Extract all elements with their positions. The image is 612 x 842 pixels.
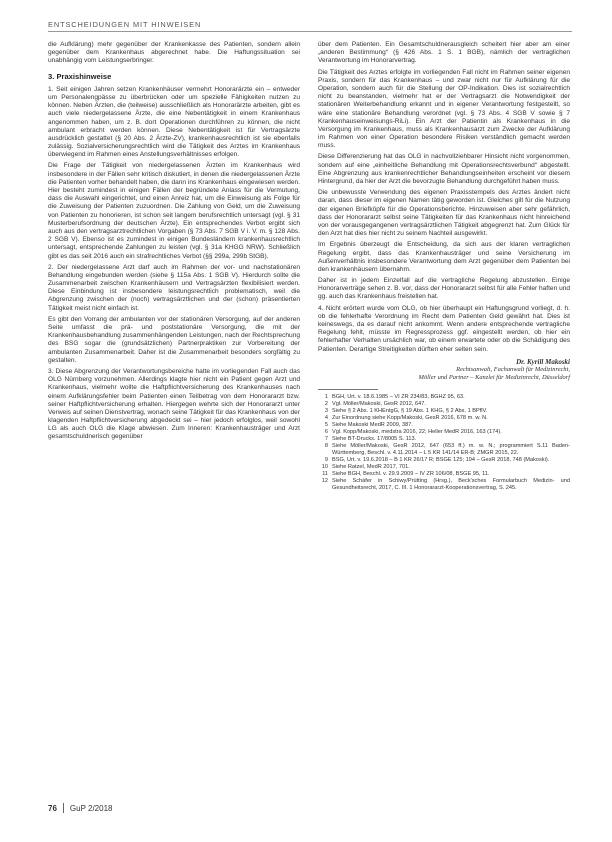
footnote	[318, 471, 570, 478]
footnote	[318, 443, 570, 457]
footnotes	[318, 394, 570, 492]
footnote-number: 11	[322, 470, 328, 477]
paragraph: Diese Differenzierung hat das OLG in nachvollziehbarer Hinsicht nicht vorgenommen, sondern auf eine „einheitliche Behandlung mit Operationsrechtsverbund“ abgestellt. Eine Abgrenzung aus krankenrechtlicher Behandlungseinheiten erscheint vor diesem Hintergrund, da hier der Arzt die bevorzugte Behandlung durchgeführt haben muss.	[318, 153, 570, 185]
footnote-text: Vgl. Kopp/Makoski, medstra 2016, 22; Heller MedR 2016, 163 (174).	[332, 428, 502, 435]
footnote-number: 8	[324, 442, 328, 449]
footnote-text: Siehe Ratzel, MedR 2017, 701.	[332, 463, 410, 470]
footnote	[318, 436, 570, 443]
footnote	[318, 394, 570, 401]
paragraph: Die Frage der Tätigkeit von niedergelassenen Ärzten im Krankenhaus wird insbesondere in der Fällen sehr kritisch diskutiert, in denen die niedergelassenen Ärzte die Patienten vorher behandelt haben, die dann ins Krankenhaus eingewiesen werden. Hier besteht zumindest in einigen Fällen der begründete Anlass für die Vermutung, dass die Auswahl eingerichtet, und einen Anreiz hat, um die Einweisung als Folge für die Zuweisung der Patienten zuzuordnen. Die Zahlung von Geld, um die Zuweisung von Patienten zu honorieren, ist schon seit langem berufsrechtlich untersagt (vgl. § 31 Musterberufsordnung der deutschen Ärzte). Ein entsprechendes Verbot ergibt sich auch aus den vertragsarztrechtlichen Vorgaben (§ 73 Abs. 7 SGB V i. V. m. § 128 Abs. 2 SGB V). Ebenso ist es zumindest in einigen Bundesländern krankenhausrechtlich untersagt, entsprechende Zahlungen zu leisten (vgl. § 31a KHGG NRW). Schließlich gibt es das seit 2016 auch ein strafrechtliches Verbot (§§ 299a, 299b StGB).	[48, 162, 300, 260]
paragraph: Die unbewusste Verwendung des eigenen Praxisstempels des Arztes ändert nicht daran, dass dieser im eigenen Namen tätig geworden ist. Gleiches gilt für die Nutzung der eigenen Briefköpfe für die Operationsberichte. Hinzuweisen aber sehr gefährlich, dass der Honorararzt selbst seine Tätigkeiten für das Krankenhaus nicht hinreichend von der vorausgegangenen vertragsärztlichen Tätigkeit abgegrenzt hat. Zum Glück für den Arzt hat dies hier nicht zu seinem Nachteil ausgewirkt.	[318, 189, 570, 238]
footnote-text: BSG, Urt. v. 19.6.2018 – B 1 KR 26/17 R; BSGE 125; 194 – GesR 2018, 748 (Makoski).	[332, 456, 550, 463]
footnote	[318, 429, 570, 436]
footnote-number: 2	[324, 400, 328, 407]
footnote-text: Siehe Schäfer in Schiwy/Prütting (Hrsg.), Beck'sches Formularbuch Medizin- und Gesundheitsrecht, 2017, C. III. 1 Honorararzt-Kooperationsvertrag, S. 245.	[332, 477, 570, 491]
footnote	[318, 422, 570, 429]
footnote-text: Siehe Makoski MedR 2009, 387.	[332, 421, 413, 428]
paragraph: Die Tätigkeit des Arztes erfolgte im vorliegenden Fall nicht im Rahmen seiner eigenen Praxis, sondern für das Krankenhaus – und zwar nicht nur für Aufklärung für die Operation, sondern auch für die Stellung der OP-Indikation. Dies ist sozialrechtlich nicht zu beanstanden, vielmehr hat er der Vertragsarzt die Notwendigkeit der stationären Weiterbehandlung erkannt und in eigener Verantwortung festgestellt, so wäre eine stationäre Behandlung verordnet (vgl. § 73 Abs. 4 SGB V sowie § 7 Krankenhauseinweisungs-RiLi). Ein Arzt der Patientin als Krankenhaus in die Versorgung im Krankenhaus, muss als Krankenhausarzt zum Zwecke der Aufklärung im Rahmen von einer Operation besondere Risiken verständlich gemacht werden muss.	[318, 68, 570, 150]
footnote	[318, 415, 570, 422]
footnote-text: Siehe Möller/Makoski, GesR 2012, 647 (653 ff.) m. w. N.; programmiert S.11 Baden-Württemberg, Beschl. v. 4.11.2014 – L 5 KR 141/14 ER-B; ZMGR 2015, 22.	[332, 442, 570, 456]
paragraph: 2. Der niedergelassene Arzt darf auch im Rahmen der vor- und nachstationären Behandlung eingebunden werden (siehe § 115a Abs. 1 SGB V). Hierdurch sollte die Zusammenarbeit zwischen Krankenhäusern und Vertragsärzten flexibilisiert werden. Diese Einbindung ist insbesondere leistungsrechtlich problematisch, weil die Abgrenzung zwischen der (noch) vertragsärztlichen und der (schon) präsentierten Tätigkeit meist nicht einfach ist.	[48, 263, 300, 312]
footnote-text: BGH, Urt. v. 18.6.1985 – VI ZR 234/83, BGHZ 95, 63.	[332, 393, 465, 400]
footnote-text: Siehe § 2 Abs. 1 KHEntgG, § 19 Abs. 1 KHG, § 2 Abs. 1 BPflV.	[332, 407, 488, 414]
footnote-number: 1	[324, 393, 328, 400]
author-name: Dr. Kyrill Makoski	[516, 357, 570, 366]
footnote-number: 6	[324, 428, 328, 435]
footnote-number: 5	[324, 421, 328, 428]
page-number: 76	[48, 803, 57, 813]
page-footer	[48, 803, 112, 813]
intro-paragraph: die Aufklärung) mehr gegenüber der Krankenkasse des Patienten, sondern allein gegenüber dem Krankenhaus abgerechnet habe. Die Haftungssituation sei unabhängig vom Leistungserbringer.	[48, 41, 300, 65]
footnote-text: Vgl. Möller/Makoski, GesR 2012, 647.	[332, 400, 426, 407]
running-header: ENTSCHEIDUNGEN MIT HINWEISEN	[48, 20, 202, 29]
header-rule	[48, 31, 572, 32]
footer-divider	[63, 803, 64, 813]
paragraph: Daher ist in jedem Einzelfall auf die vertragliche Regelung abzustellen. Einige Honorarverträge sehen z. B. vor, dass der Honorararzt selbst für alle Fehler haften und gg. auch das Krankenhaus freistellen hat.	[318, 277, 570, 301]
paragraph: 4. Nicht erörtert wurde vom OLG, ob hier überhaupt ein Haftungsgrund vorliegt, d. h. ob die fehlerhafte Verordnung im Recht dem Patienten Geld gewährt hat. Dies ist keineswegs, da es darauf nicht ankommt. Wenn andere entsprechende vertragliche Regelung fehlt, müsste im Regressprozess ggf. eingestellt werden, ob hier ein fehlerhafter Verhalten ursächlich war, ob einem erwartete oder ob die Schädigung des Patienten. Derartige Streitigkeiten dürften eher selten sein.	[318, 304, 570, 353]
paragraph: Im Ergebnis überzeugt die Entscheidung, da sich aus der klaren vertraglichen Regelung ergibt, dass das Krankenhausträger und seine Versicherung im Außenverhältnis insbesondere Verantwortung dem Arzt gegenüber dem Patienten bei den krankenhäusern übernahm.	[318, 241, 570, 273]
footnote-text: Zur Einordnung siehe Kopp/Makoski, GesR 2016, 678 m. w. N.	[332, 414, 488, 421]
author-title: Rechtsanwalt, Fachanwalt für Medizinrecht,	[456, 365, 570, 373]
paragraph: über dem Patienten. Ein Gesamtschuldnerausgleich scheitert hier aber am einer „anderen Bestimmung“ (§ 426 Abs. 1 S. 1 BGB), nämlich der vertraglichen Verantwortung im Honorarvertrag.	[318, 41, 570, 65]
section-title: 3. Praxishinweise	[48, 71, 112, 81]
footnote-number: 3	[324, 407, 328, 414]
footnote-number: 9	[324, 456, 328, 463]
footnote-number: 7	[324, 435, 328, 442]
footnote	[318, 478, 570, 492]
footnote	[318, 464, 570, 471]
footnote-rule	[318, 389, 378, 390]
footnote	[318, 401, 570, 408]
footnote-text: Siehe BT-Drucks. 17/8005 S. 113.	[332, 435, 417, 442]
footnote-number: 10	[321, 463, 328, 470]
footnote-text: Siehe BGH, Beschl. v. 29.9.2009 – IV ZR 106/08, BSGE 95, 11.	[332, 470, 490, 477]
journal-issue: GuP 2/2018	[69, 803, 113, 813]
paragraph: 3. Diese Abgrenzung der Verantwortungsbereiche hatte im vorliegenden Fall auch das OLG Nürnberg vorzunehmen. Allerdings klagte hier nicht ein Patient gegen Arzt und Krankenhaus, vielmehr wollte die Haftpflichtversicherung des Krankenhauses nach einem Aufklärungsfehler beim Patienten einen Teilbetrag von dem Honorararzt bzw. seiner Haftpflichtversicherung erhalten. Hiergegen wehrte sich der Honorararzt unter Verweis auf seinen Dienstvertrag, wonach seine Tätigkeit für das Krankenhaus von der klagenden Haftpflichtversicherung abgedeckt sei – hier jedoch erfolglos, weil sowohl LG als auch OLG die Klage abwiesen. Zum Inneren: Krankenhausträger und Arzt gesamtschuldnerisch gegenüber	[48, 367, 300, 441]
paragraph: Es gibt den Vorrang der ambulanten vor der stationären Versorgung, auf der anderen Seite umfasst die prä- und poststationäre Versorgung, die mit der Krankenhausbehandlung zusammenhängenden Leistungen, nach der Rechtsprechung des BSG sogar die (grundsätzlichen) Partnerpraktiken zur Vorbereitung der ambulanten Zusammenarbeit. Daher ist die Zusammenarbeit besonders sorgfältig zu gestalten.	[48, 315, 300, 364]
footnote	[318, 408, 570, 415]
footnote-number: 12	[321, 477, 328, 484]
footnote	[318, 457, 570, 464]
author-affiliation: Möller und Partner – Kanzlei für Medizinrecht, Düsseldorf	[418, 373, 570, 381]
paragraph: 1. Seit einigen Jahren setzen Krankenhäuser vermehrt Honorarärzte ein – entweder um Personalengpässe zu überbrücken oder um spezielle Fähigkeiten nutzen zu können. Neben Ärzten, die (teilweise) ausschließlich als Honorarärzte arbeiten, gibt es auch viele niedergelassene Ärzte, die eine Nebentätigkeit in einem Krankenhaus angenommen haben, um z. B. dort Operationen durchführen zu können, die nicht ambulant erbracht werden können. Diese Nebentätigkeit ist für Vertragsärzte ausdrücklich gestattet (§ 20 Abs. 2 Ärzte-ZV), krankenhausrechtlich ist sie ebenfalls zulässig. Sozialversicherungsrechtlich wird die Tätigkeit des Arztes im Krankenhaus überwiegend im Rahmen eines Anstellungsverhältnisses erfolgen.	[48, 85, 300, 159]
right-column	[318, 41, 570, 492]
left-column	[48, 41, 300, 445]
footnote-number: 4	[324, 414, 328, 421]
